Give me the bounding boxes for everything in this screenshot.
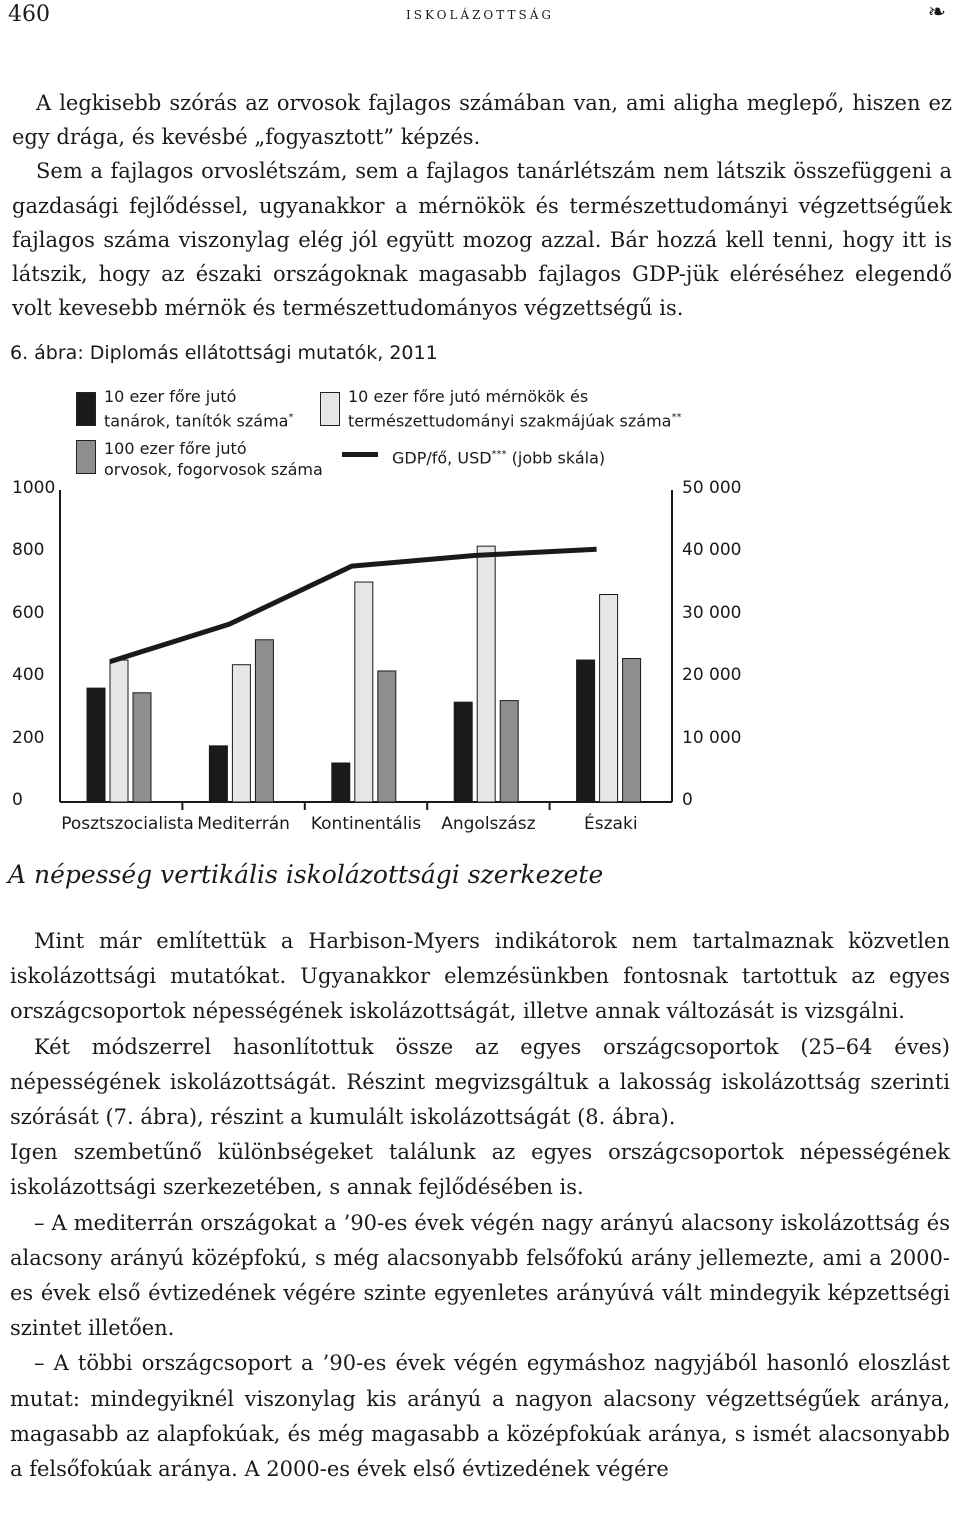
legend-label-teachers: 10 ezer főre jutó tanárok, tanítók száma* xyxy=(104,387,294,431)
paragraph: Két módszerrel hasonlítottuk össze az egyes országcsoportok (25–64 éves) népességének iskolázottságát. Részint megvizsgáltuk a lakosság iskolázottság szerinti szórását (7. ábra), részint a kumulált iskolázottságát (8. ábra). xyxy=(10,1034,950,1130)
legend-label-engineers: 10 ezer főre jutó mérnökök és természettudományi szakmájúak száma** xyxy=(348,387,682,431)
fleuron-ornament-icon: ❧ xyxy=(927,0,946,25)
bar xyxy=(232,665,250,802)
y-right-tick-label: 30 000 xyxy=(682,602,742,623)
bar xyxy=(110,660,128,802)
y-right-tick-label: 50 000 xyxy=(682,478,742,498)
y-left-tick-label: 400 xyxy=(12,665,45,686)
bar xyxy=(209,746,227,802)
x-category-label: Kontinentális xyxy=(310,814,422,834)
paragraph: – A mediterrán országokat a ’90-es évek végén nagy arányú alacsony iskolázottság és alacsony arányú középfokú, s még alacsonyabb felsőfokú arány jellemezte, ami a 2000-es évek első évtizedének végére szinte egyenletes arányúvá vált mindegyik képzettségi szintet illetően. xyxy=(10,1210,950,1341)
y-right-tick-label: 40 000 xyxy=(682,540,742,561)
gdp-line xyxy=(110,549,597,661)
bar xyxy=(255,640,273,802)
page-number: 460 xyxy=(8,2,50,27)
x-category-label: Északi xyxy=(584,814,638,834)
bar xyxy=(477,546,495,802)
legend-label-doctors: 100 ezer főre jutó orvosok, fogorvosok száma xyxy=(104,439,323,479)
y-right-tick-label: 10 000 xyxy=(682,727,742,748)
bar xyxy=(600,595,618,802)
paragraph: Mint már említettük a Harbison-Myers indikátorok nem tartalmaznak közvetlen iskolázottsági mutatókat. Ugyanakkor elemzésünkben fontosnak tartottuk az egyes országcsoportok népességének iskolázottságát, illetve annak változását is vizsgálni. xyxy=(10,929,950,1024)
bar xyxy=(355,582,373,802)
y-left-tick-label: 1000 xyxy=(12,478,56,498)
bar xyxy=(577,660,595,802)
section-title: A népesség vertikális iskolázottsági szerkezete xyxy=(8,860,604,889)
y-left-tick-label: 200 xyxy=(12,727,45,748)
y-left-tick-label: 600 xyxy=(12,602,45,623)
running-title: iskolázottság xyxy=(406,4,554,24)
bar xyxy=(454,702,472,802)
y-right-tick-label: 0 xyxy=(682,790,693,810)
bar xyxy=(500,701,518,802)
bar xyxy=(87,688,105,802)
paragraph: A legkisebb szórás az orvosok fajlagos számában van, ami aligha meglepő, hiszen ez egy drága, és kevésbé „fogyasztott” képzés. xyxy=(12,91,952,150)
bar xyxy=(623,658,641,802)
y-right-tick-label: 20 000 xyxy=(682,665,742,686)
figure-caption: 6. ábra: Diplomás ellátottsági mutatók, 2011 xyxy=(10,342,438,364)
y-left-tick-label: 0 xyxy=(12,790,23,810)
y-left-tick-label: 800 xyxy=(12,540,45,561)
bar xyxy=(133,693,151,802)
x-category-label: Mediterrán xyxy=(197,814,290,834)
bar xyxy=(332,763,350,802)
bar xyxy=(378,671,396,802)
paragraph: Igen szembetűnő különbségeket találunk az egyes országcsoportok népességének iskolázottsági szerkezetében, s annak fejlődésében is. xyxy=(10,1140,950,1200)
legend-label-gdp: GDP/fő, USD*** (jobb skála) xyxy=(392,448,606,468)
x-category-label: Angolszász xyxy=(441,814,536,834)
paragraph: Sem a fajlagos orvoslétszám, sem a fajlagos tanárlétszám nem látszik összefüggeni a gazdasági fejlődéssel, ugyanakkor a mérnökök és természettudományi végzettségűek fajlagos száma viszonylag elég jól együtt mozog azzal. Bár hozzá kell tenni, hogy itt is látszik, hogy az északi országoknak magasabb fajlagos GDP-jük eléréséhez elegendő volt kevesebb mérnök és természettudományos végzettségű is. xyxy=(12,159,952,321)
body-text xyxy=(10,924,950,1487)
paragraph: – A többi országcsoport a ’90-es évek végén egymáshoz nagyjából hasonló eloszlást mutat: mindegyiknél viszonylag kis arányú a nagyon alacsony végzettségűek aránya, magasabb az alapfokúak, és még magasabb a középfokúak aránya, s ismét alacsonyabb a felsőfokúak aránya. A 2000-es évek első évtizedének végére xyxy=(10,1351,950,1482)
x-category-label: Posztszocialista xyxy=(61,814,194,834)
